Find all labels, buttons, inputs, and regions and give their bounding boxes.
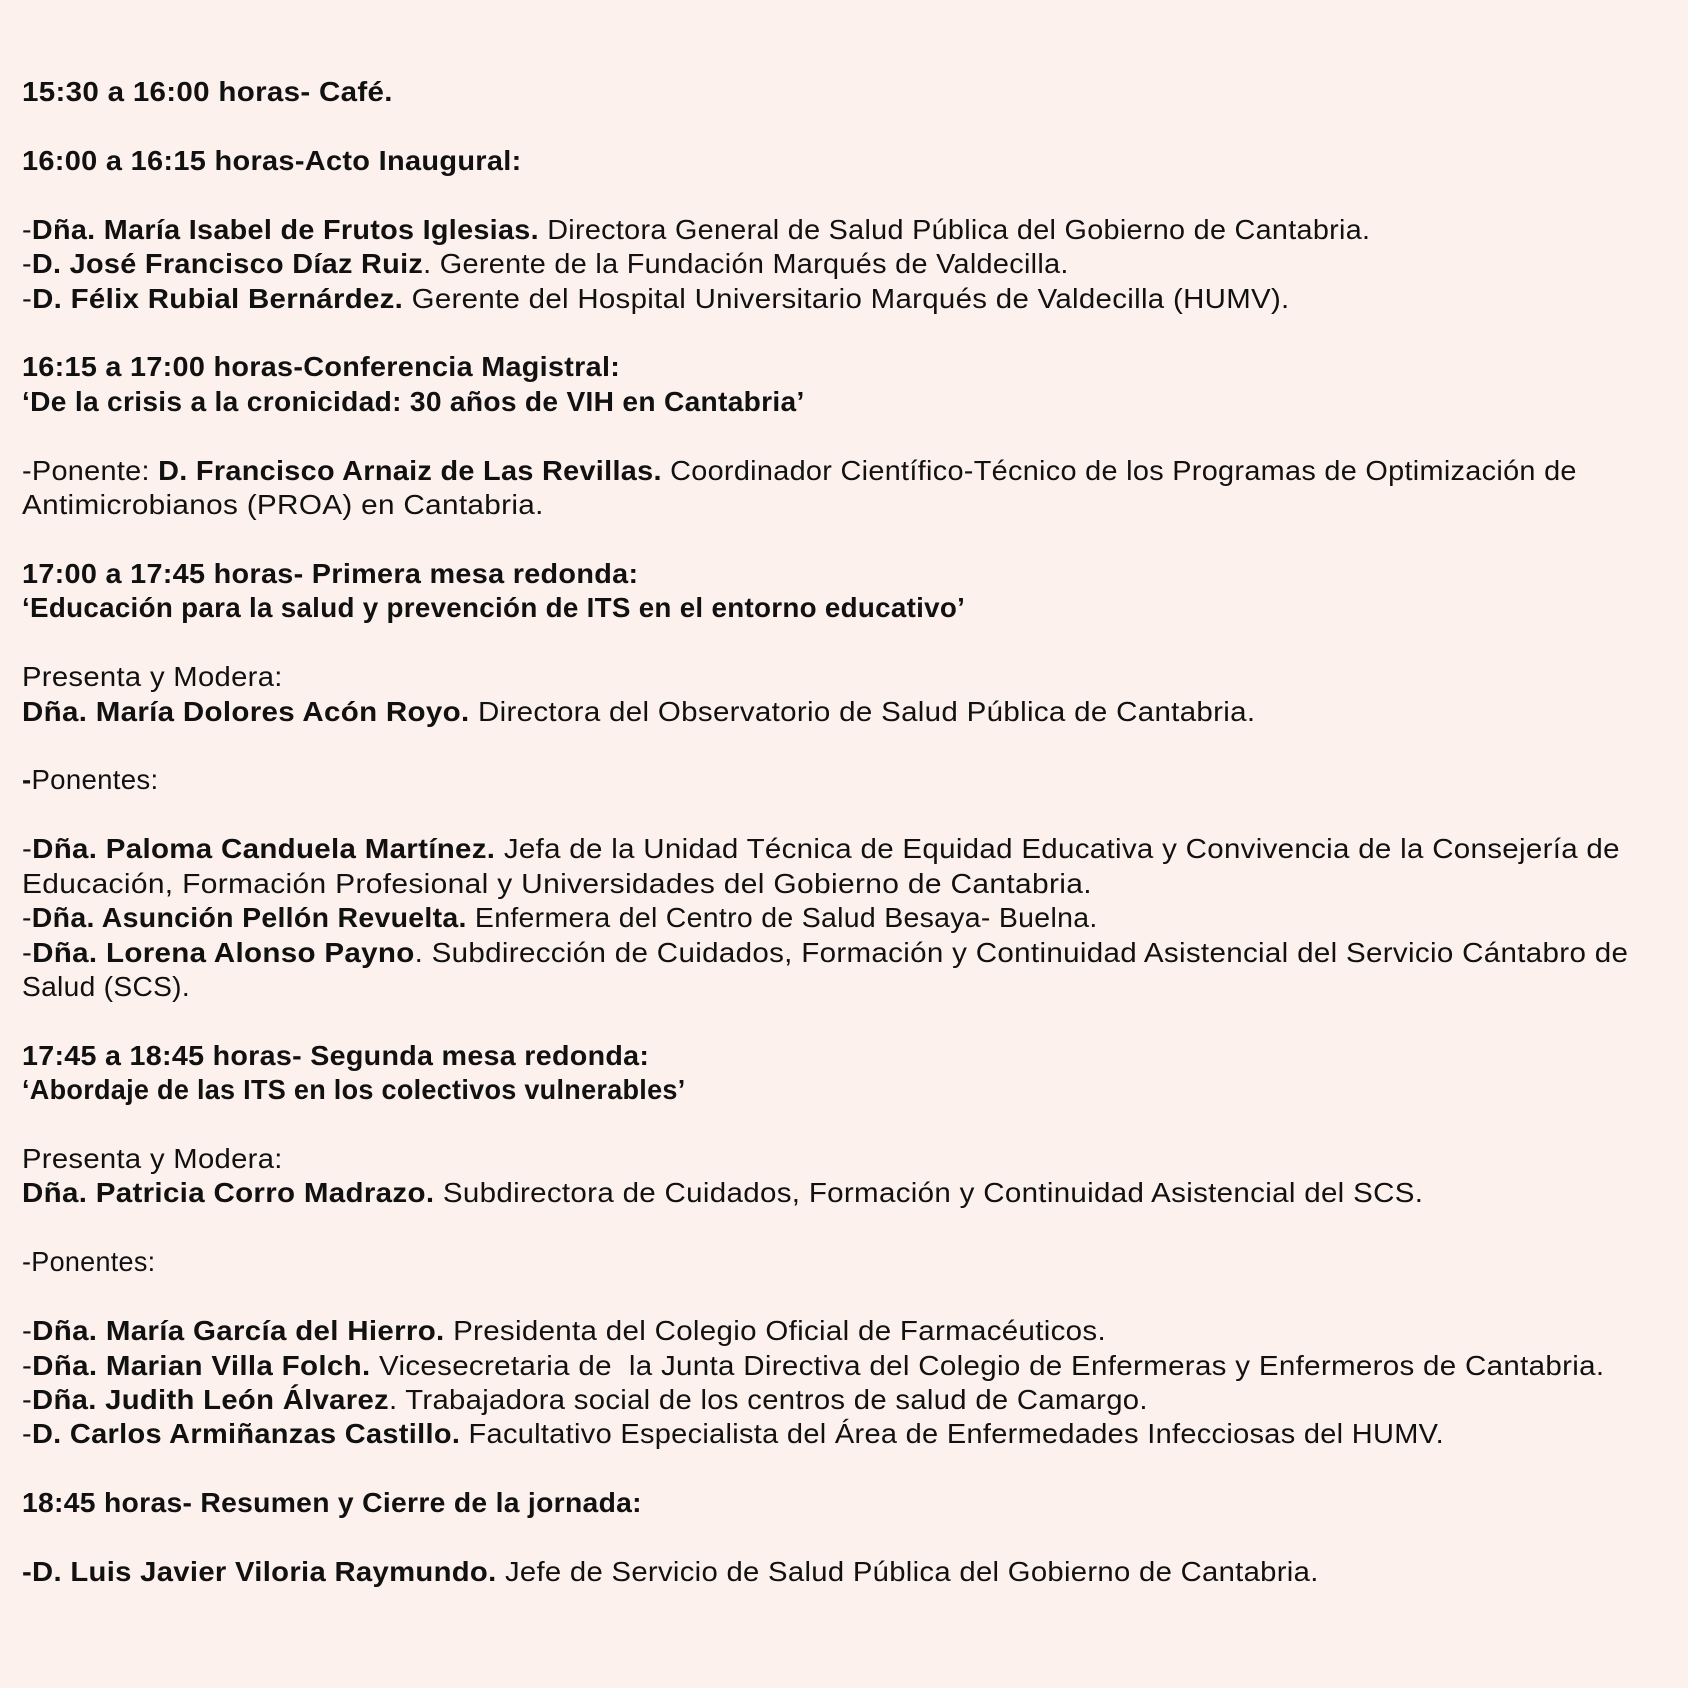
closing-name: -D. Luis Javier Viloria Raymundo.: [22, 1556, 497, 1588]
speaker-name: Dña. Asunción Pellón Revuelta.: [31, 902, 467, 934]
speaker-role: Enfermera del Centro de Salud Besaya- Buelna.: [466, 902, 1098, 934]
participant-entry: [22, 247, 1069, 281]
speaker-role: . Subdirección de Cuidados, Formación y Continuidad Asistencial del Servicio Cántabro de: [414, 936, 1629, 968]
speaker-name: Dña. María García del Hierro.: [32, 1315, 445, 1347]
speaker-entry: [22, 1417, 1444, 1451]
moderator-name: Dña. María Dolores Acón Royo.: [22, 695, 470, 727]
participant-name: Dña. María Isabel de Frutos Iglesias.: [31, 213, 539, 245]
second-roundtable-heading: 17:45 a 18:45 horas- Segunda mesa redonda:: [22, 1039, 650, 1071]
entry-dash: -: [22, 902, 32, 934]
entry-dash: -: [22, 213, 32, 245]
speaker-entry: [22, 1314, 1106, 1348]
speaker-name: D. Carlos Armiñanzas Castillo.: [31, 1418, 461, 1450]
moderator-label: Presenta y Modera:: [22, 1143, 283, 1175]
speaker-name: Dña. Paloma Canduela Martínez.: [32, 833, 496, 865]
speaker-role: . Trabajadora social de los centros de salud de Camargo.: [388, 1383, 1148, 1415]
speaker-role-cont: Educación, Formación Profesional y Universidades del Gobierno de Cantabria.: [22, 867, 1092, 899]
closing-entry: [22, 1555, 1319, 1589]
closing-role: Jefe de Servicio de Salud Pública del Gobierno de Cantabria.: [496, 1556, 1319, 1588]
speaker-role: Facultativo Especialista del Área de Enfermedades Infecciosas del HUMV.: [460, 1418, 1444, 1450]
moderator-role: Subdirectora de Cuidados, Formación y Continuidad Asistencial del SCS.: [434, 1177, 1424, 1209]
speaker-name: Dña. Marian Villa Folch.: [32, 1349, 371, 1381]
speaker-role: Presidenta del Colegio Oficial de Farmacéuticos.: [444, 1315, 1106, 1347]
speaker-role-cont: Salud (SCS).: [22, 970, 191, 1002]
entry-dash: -: [22, 1383, 33, 1415]
speaker-role: Vicesecretaria de la Junta Directiva del Colegio de Enfermeras y Enfermeros de Cantabria.: [370, 1349, 1605, 1381]
entry-dash: -: [22, 1418, 32, 1450]
entry-dash: -: [22, 248, 32, 280]
entry-dash: -: [22, 1349, 33, 1381]
first-roundtable-heading: 17:00 a 17:45 horas- Primera mesa redonda:: [22, 557, 639, 589]
speakers-label-text: Ponentes:: [31, 764, 159, 796]
speaker-entry: [22, 901, 1098, 935]
entry-dash: -: [22, 764, 32, 796]
participant-name: D. Félix Rubial Bernárdez.: [32, 282, 404, 314]
speaker-role: Coordinador Científico-Técnico de los Programas de Optimización de: [661, 454, 1577, 486]
speaker-name: D. Francisco Arnaiz de Las Revillas.: [158, 454, 662, 486]
speaker-label: -Ponente:: [22, 454, 159, 486]
speaker-entry: [22, 1383, 1148, 1417]
speaker-role: Jefa de la Unidad Técnica de Equidad Educativa y Convivencia de la Consejería de: [495, 833, 1620, 865]
participant-role: . Gerente de la Fundación Marqués de Valdecilla.: [423, 248, 1069, 280]
keynote-title: ‘De la crisis a la cronicidad: 30 años de VIH en Cantabria’: [22, 385, 805, 417]
speaker-entry: [22, 1349, 1604, 1383]
closing-heading: 18:45 horas- Resumen y Cierre de la jornada:: [22, 1487, 642, 1519]
first-roundtable-title: ‘Educación para la salud y prevención de ITS en el entorno educativo’: [22, 592, 966, 624]
entry-dash: -: [22, 936, 33, 968]
entry-dash: -: [22, 282, 33, 314]
entry-dash: -: [22, 1315, 33, 1347]
participant-role: Gerente del Hospital Universitario Marqués de Valdecilla (HUMV).: [403, 282, 1290, 314]
entry-dash: -: [22, 833, 33, 865]
coffee-break-heading: 15:30 a 16:00 horas- Café.: [22, 76, 393, 107]
speaker-name: Dña. Judith León Álvarez: [32, 1383, 389, 1415]
moderator-entry: [22, 695, 1255, 729]
participant-role: Directora General de Salud Pública del Gobierno de Cantabria.: [538, 213, 1371, 245]
speaker-name: Dña. Lorena Alonso Payno: [32, 936, 415, 968]
speaker-entry: [22, 936, 1628, 970]
second-roundtable-title: ‘Abordaje de las ITS en los colectivos vulnerables’: [22, 1074, 686, 1106]
keynote-speaker: [22, 454, 1577, 488]
participant-entry: [22, 282, 1290, 316]
moderator-name: Dña. Patricia Corro Madrazo.: [22, 1177, 435, 1209]
opening-act-heading: 16:00 a 16:15 horas-Acto Inaugural:: [22, 144, 522, 176]
moderator-label: Presenta y Modera:: [22, 661, 283, 693]
participant-entry: [22, 213, 1370, 247]
speaker-entry: [22, 832, 1620, 866]
keynote-heading: 16:15 a 17:00 horas-Conferencia Magistral:: [22, 351, 621, 383]
speakers-label: -Ponentes:: [22, 1246, 156, 1278]
moderator-role: Directora del Observatorio de Salud Pública de Cantabria.: [469, 695, 1256, 727]
participant-name: D. José Francisco Díaz Ruiz: [31, 248, 424, 280]
keynote-speaker-role-cont: Antimicrobianos (PROA) en Cantabria.: [22, 489, 544, 521]
moderator-entry: [22, 1176, 1423, 1210]
speakers-label: [22, 763, 158, 797]
